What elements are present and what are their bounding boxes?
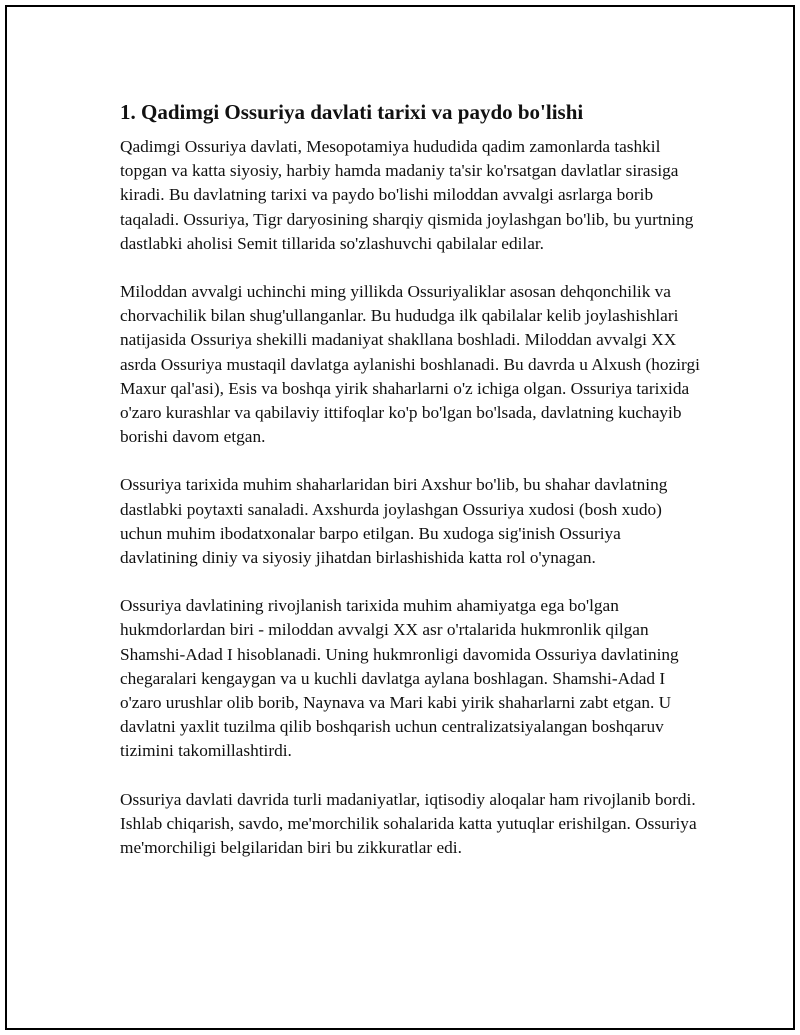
paragraph-5: Ossuriya davlati davrida turli madaniyatlar, iqtisodiy aloqalar ham rivojlanib bordi. Ishlab chiqarish, savdo, me'morchilik sohalarida katta yutuqlar erishilgan. Ossuriya me'morchiligi belgilaridan biri bu zikkuratlar edi. bbox=[120, 789, 697, 858]
paragraph-2: Miloddan avvalgi uchinchi ming yillikda Ossuriyaliklar asosan dehqonchilik va chorvachilik bilan shug'ullanganlar. Bu hududga ilk qabilalar kelib joylashishlari natijasida Ossuriya shekilli madaniyat shakllana boshladi. Miloddan avvalgi XX asrda Ossuriya mustaqil davlatga aylanishi boshlanadi. Bu davrda u Alxush (hozirgi Maxur qal'asi), Esis va boshqa yirik shaharlarni o'z ichiga olgan. Ossuriya tarixida o'zaro kurashlar va qabilaviy ittifoqlar ko'p bo'lgan bo'lsada, davlatning kuchayib borishi davom etgan. bbox=[120, 282, 700, 447]
paragraph-1: Qadimgi Ossuriya davlati, Mesopotamiya hududida qadim zamonlarda tashkil topgan va katta siyosiy, harbiy hamda madaniy ta'sir ko'rsatgan davlatlar sirasiga kiradi. Bu davlatning tarixi va paydo bo'lishi miloddan avvalgi asrlarga borib taqaladi. Ossuriya, Tigr daryosining sharqiy qismida joylashgan bo'lib, bu yurtning dastlabki aholisi Semit tillarida so'zlashuvchi qabilalar edilar. bbox=[120, 137, 694, 253]
page-frame bbox=[5, 5, 795, 1030]
paragraph-4: Ossuriya davlatining rivojlanish tarixida muhim ahamiyatga ega bo'lgan hukmdorlardan biri - miloddan avvalgi XX asr o'rtalarida hukmronlik qilgan Shamshi-Adad I hisoblanadi. Uning hukmronligi davomida Ossuriya davlatining chegaralari kengaygan va u kuchli davlatga aylana boshlagan. Shamshi-Adad I o'zaro urushlar olib borib, Naynava va Mari kabi yirik shaharlarni zabt etgan. U davlatni yaxlit tuzilma qilib boshqarish uchun centralizatsiyalangan boshqaruv tizimini takomillashtirdi. bbox=[120, 596, 679, 761]
document-body bbox=[120, 98, 700, 884]
section-heading: 1. Qadimgi Ossuriya davlati tarixi va paydo bo'lishi bbox=[120, 100, 584, 124]
paragraph-3: Ossuriya tarixida muhim shaharlaridan biri Axshur bo'lib, bu shahar davlatning dastlabki poytaxti sanaladi. Axshurda joylashgan Ossuriya xudosi (bosh xudo) uchun muhim ibodatxonalar barpo etilgan. Bu xudoga sig'inish Ossuriya davlatining diniy va siyosiy jihatdan birlashishida katta rol o'ynagan. bbox=[120, 475, 668, 568]
